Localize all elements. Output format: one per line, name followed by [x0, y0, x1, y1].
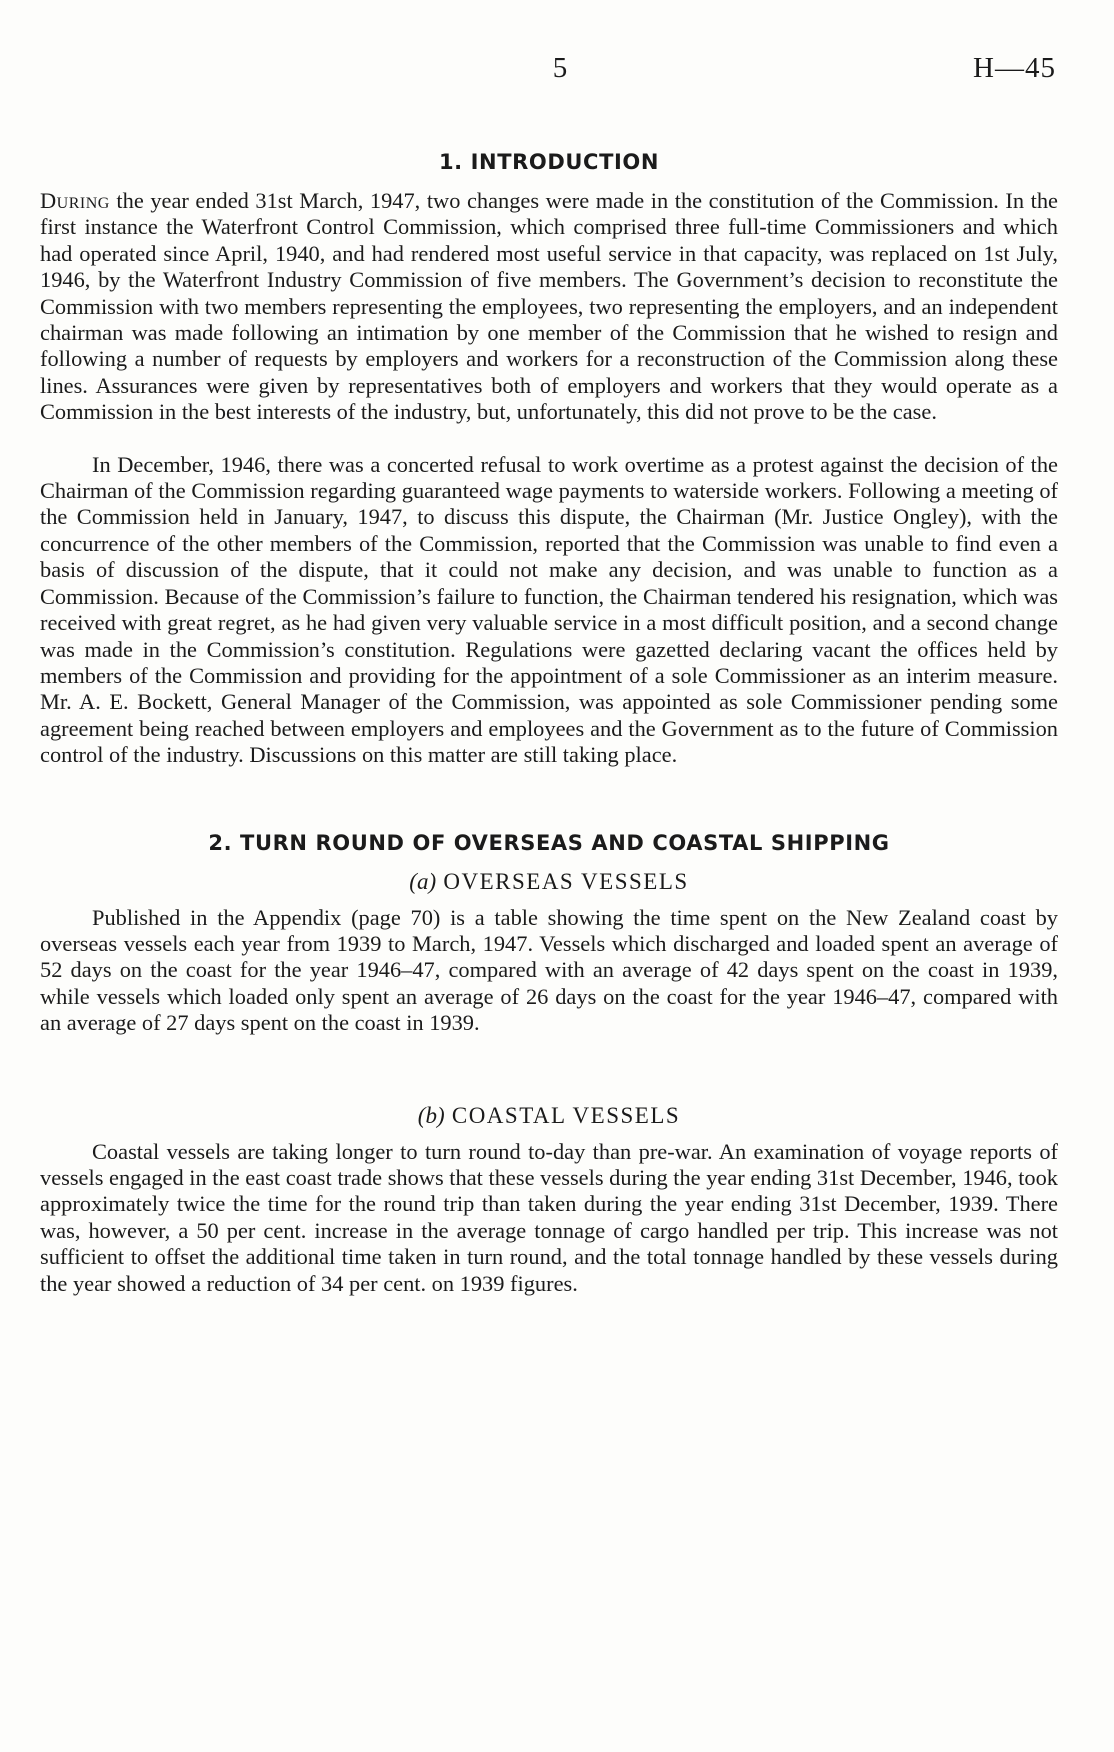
subheading-coastal-vessels	[40, 1103, 1058, 1129]
document-reference: H—45	[973, 52, 1056, 84]
section-heading-introduction: 1. INTRODUCTION	[438, 150, 660, 174]
subheading-overseas-vessels	[40, 869, 1058, 895]
subsection-spacer	[40, 1037, 1058, 1103]
paragraph-text: the year ended 31st March, 1947, two changes were made in the constitution of the Commission. In the first instance the Waterfront Control Commission, which comprised three full-time Commissioners and which had operated since April, 1940, and had rendered most useful service in that capacity, was replaced on 1st July, 1946, by the Waterfront Industry Commission of five members. The Government’s decision to reconstitute the Commission with two members representing the employees, two representing the employers, and an independent chairman was made following an intimation by one member of the Commission that he wished to resign and following a number of requests by employers and workers for a reconstruction of the Commission along these lines. Assurances were given by representatives both of employers and workers that they would operate as a Commission in the best interests of the industry, but, unfortunately, this did not prove to be the case.	[40, 188, 1058, 425]
section-spacer	[40, 769, 1058, 831]
paragraph-introduction-1	[40, 188, 1058, 426]
subheading-title: OVERSEAS VESSELS	[443, 868, 689, 894]
subheading-letter: (b)	[417, 1102, 445, 1128]
page-content	[40, 150, 1058, 1297]
paragraph-introduction-2: In December, 1946, there was a concerted refusal to work overtime as a protest against the decision of the Chairman of the Commission regarding guaranteed wage payments to waterside workers. Following a meeting of the Commission held in January, 1947, to discuss this dispute, the Chairman (Mr. Justice Ongley), with the concurrence of the other members of the Commission, reported that the Commission was unable to find even a basis of discussion of the dispute, that it could not make any decision, and was unable to function as a Commission. Because of the Commission’s failure to function, the Chairman tendered his resignation, which was received with great regret, as he had given very valuable service in a most difficult position, and a second change was made in the Commission’s constitution. Regulations were gazetted declaring vacant the offices held by members of the Commission and providing for the appointment of a sole Commissioner as an interim measure. Mr. A. E. Bockett, General Manager of the Commission, was appointed as sole Commissioner pending some agreement being reached between employers and employees and the Government as to the future of Commission control of the industry. Discussions on this matter are still taking place.	[40, 451, 1058, 768]
section-introduction	[40, 150, 1058, 769]
page-number: 5	[552, 52, 568, 84]
subheading-letter: (a)	[409, 868, 437, 894]
section-turn-round	[40, 831, 1058, 1297]
subheading-title: COASTAL VESSELS	[451, 1102, 681, 1128]
paragraph-spacer	[40, 426, 1058, 452]
paragraph-coastal-vessels: Coastal vessels are taking longer to turn round to-day than pre-war. An examination of voyage reports of vessels engaged in the east coast trade shows that these vessels during the year ending 31st December, 1946, took approximately twice the time for the round trip than taken during the year ending 31st December, 1939. There was, however, a 50 per cent. increase in the average tonnage of cargo handled per trip. This increase was not sufficient to offset the additional time taken in turn round, and the total tonnage handled by these vessels during the year showed a reduction of 34 per cent. on 1939 figures.	[40, 1138, 1058, 1296]
section-heading-turn-round: 2. TURN ROUND OF OVERSEAS AND COASTAL SHIPPING	[208, 830, 890, 855]
lead-word: During	[40, 188, 110, 213]
paragraph-overseas-vessels: Published in the Appendix (page 70) is a table showing the time spent on the New Zealand coast by overseas vessels each year from 1939 to March, 1947. Vessels which discharged and loaded spent an average of 52 days on the coast for the year 1946–47, compared with an average of 42 days spent on the coast in 1939, while vessels which loaded only spent an average of 26 days on the coast for the year 1946–47, compared with an average of 27 days spent on the coast in 1939.	[40, 904, 1058, 1036]
